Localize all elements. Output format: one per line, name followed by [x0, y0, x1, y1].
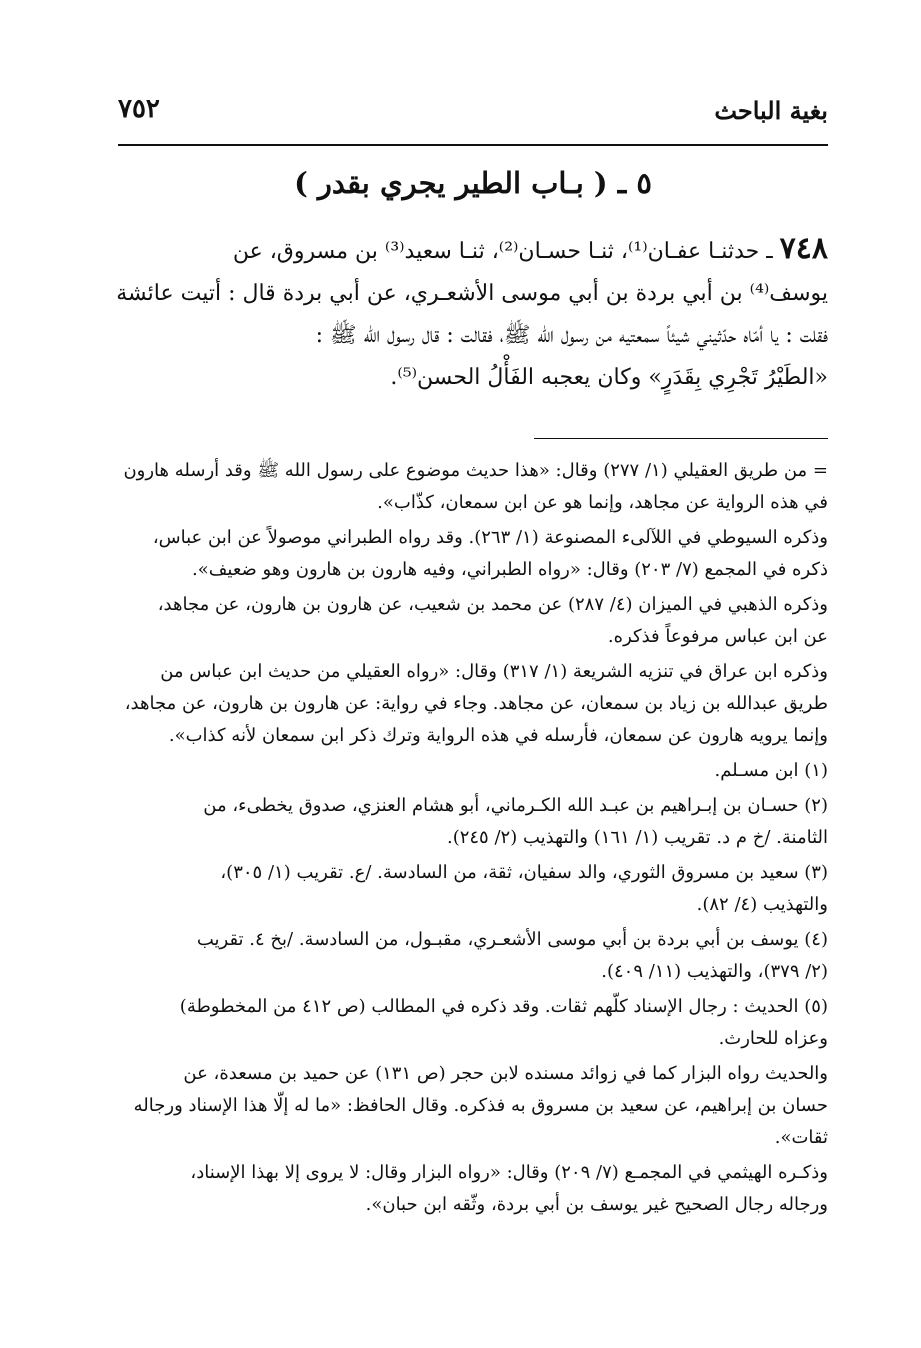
hadith-number: ٧٤٨ — [779, 231, 828, 266]
footnote-line: ثقات». — [774, 1127, 828, 1148]
footnotes — [118, 455, 828, 1224]
chapter-heading: ٥ ـ ( بـاب الطير يجري بقدر ) — [294, 166, 652, 200]
footnote-line: حسان بن إبراهيم، عن سعيد بن مسروق به فذكره. وقال الحافظ: «ما له إلّا هذا الإسناد ورجاله — [133, 1095, 828, 1116]
footnote-continuation-2 — [118, 522, 828, 586]
footnote-line: والتهذيب (٤/ ٨٢). — [696, 894, 828, 915]
footnote-5-continuation-1 — [118, 1058, 828, 1154]
hadith-line-2: يوسف⁽⁴⁾ بن أبي بردة بن أبي موسى الأشعـري، عن أبي بردة قال : أتيت عائشة — [116, 281, 828, 306]
footnote-line: (٣) سعيد بن مسروق الثوري، والد سفيان، ثقة، من السادسة. /ع. تقريب (١/ ٣٠٥)، — [220, 862, 828, 883]
footnote-line: وعزاه للحارث. — [718, 1028, 828, 1049]
footnote-line: وإنما يرويه هارون عن سمعان، فأرسله في هذه الرواية وترك ذكر ابن سمعان لأنه كذاب». — [168, 725, 828, 746]
footnote-continuation-4 — [118, 656, 828, 752]
footnote-line: في هذه الرواية عن مجاهد، وإنما هو عن ابن سمعان، كذّاب». — [377, 492, 828, 513]
footnote-line: وذكره السيوطي في اللآلىء المصنوعة (١/ ٢٦٣). وقد رواه الطبراني موصولاً عن ابن عباس، — [152, 527, 828, 548]
footnote-line: عن ابن عباس مرفوعاً فذكره. — [607, 626, 828, 647]
footnote-line: (٤) يوسف بن أبي بردة بن أبي موسى الأشعـري، مقبـول، من السادسة. /بخ ٤. تقريب — [196, 929, 828, 950]
footnote-2 — [118, 790, 828, 854]
footnote-line: الثامنة. /خ م د. تقريب (١/ ١٦١) والتهذيب (٢/ ٢٤٥). — [446, 827, 828, 848]
running-header — [118, 88, 828, 132]
footnote-line: (٢) حسـان بن إبـراهيم بن عبـد الله الكـرماني، أبو هشام العنزي، صدوق يخطىء، من — [203, 795, 828, 816]
footnote-line: والحديث رواه البزار كما في زوائد مسنده لابن حجر (ص ١٣١) عن حميد بن مسعدة، عن — [183, 1063, 828, 1084]
footnote-continuation-3 — [118, 589, 828, 653]
footnote-line: (٥) الحديث : رجال الإسناد كلّهم ثقات. وقد ذكره في المطالب (ص ٤١٢ من المخطوطة) — [179, 996, 828, 1017]
footnote-3 — [118, 857, 828, 921]
footnote-continuation-1 — [118, 455, 828, 519]
hadith-line-1 — [118, 228, 828, 273]
footnote-separator — [534, 438, 828, 439]
footnote-line: (١) ابن مسـلم. — [714, 760, 828, 781]
footnote-line: = من طريق العقيلي (١/ ٢٧٧) وقال: «هذا حديث موضوع على رسول الله ﷺ وقد أرسله هارون — [123, 460, 828, 481]
footnote-line: وذكـره الهيثمي في المجمـع (٧/ ٢٠٩) وقال: «رواه البزار وقال: لا يروى إلا بهذا الإسناد، — [190, 1162, 828, 1183]
footnote-line: وذكره ابن عراق في تنزيه الشريعة (١/ ٣١٧) وقال: «رواه العقيلي من حديث ابن عباس من — [160, 661, 828, 682]
footnote-line: ورجاله رجال الصحيح غير يوسف بن أبي بردة، وثّقه ابن حبان». — [365, 1194, 828, 1215]
footnote-1 — [118, 755, 828, 787]
hadith-line-3: فقلت : يا أمّاه حدّثيني شيئاً سمعتيه من رسول الله ﷺ، فقالت : قال رسول الله ﷺ : — [315, 323, 828, 348]
footnote-5 — [118, 991, 828, 1055]
hadith-line-1-text: ـ حدثنـا عفـان⁽¹⁾، ثنـا حسـان⁽²⁾، ثنـا سعيد⁽³⁾ بن مسروق، عن — [232, 239, 773, 264]
footnote-5-continuation-2 — [118, 1157, 828, 1221]
hadith-line-4: «الطَيْرُ تَجْرِي بِقَدَرٍ» وكان يعجبه الفَأْلُ الحسن⁽⁵⁾. — [390, 365, 828, 390]
footnote-4 — [118, 924, 828, 988]
header-rule — [118, 144, 828, 146]
footnote-line: طريق عبدالله بن زياد بن سمعان، عن مجاهد. وجاء في رواية: عن هارون بن هارون، عن مجاهد، — [124, 693, 828, 714]
footnote-line: وذكره الذهبي في الميزان (٤/ ٢٨٧) عن محمد بن شعيب، عن هارون بن هارون، عن مجاهد، — [157, 594, 828, 615]
hadith-text — [118, 228, 828, 399]
running-title: بغية الباحث — [714, 96, 828, 125]
footnote-line: (٢/ ٣٧٩)، والتهذيب (١١/ ٤٠٩). — [601, 961, 828, 982]
page-number: ٧٥٢ — [118, 94, 160, 124]
footnote-line: ذكره في المجمع (٧/ ٢٠٣) وقال: «رواه الطبراني، وفيه هارون بن هارون وهو ضعيف». — [192, 559, 828, 580]
